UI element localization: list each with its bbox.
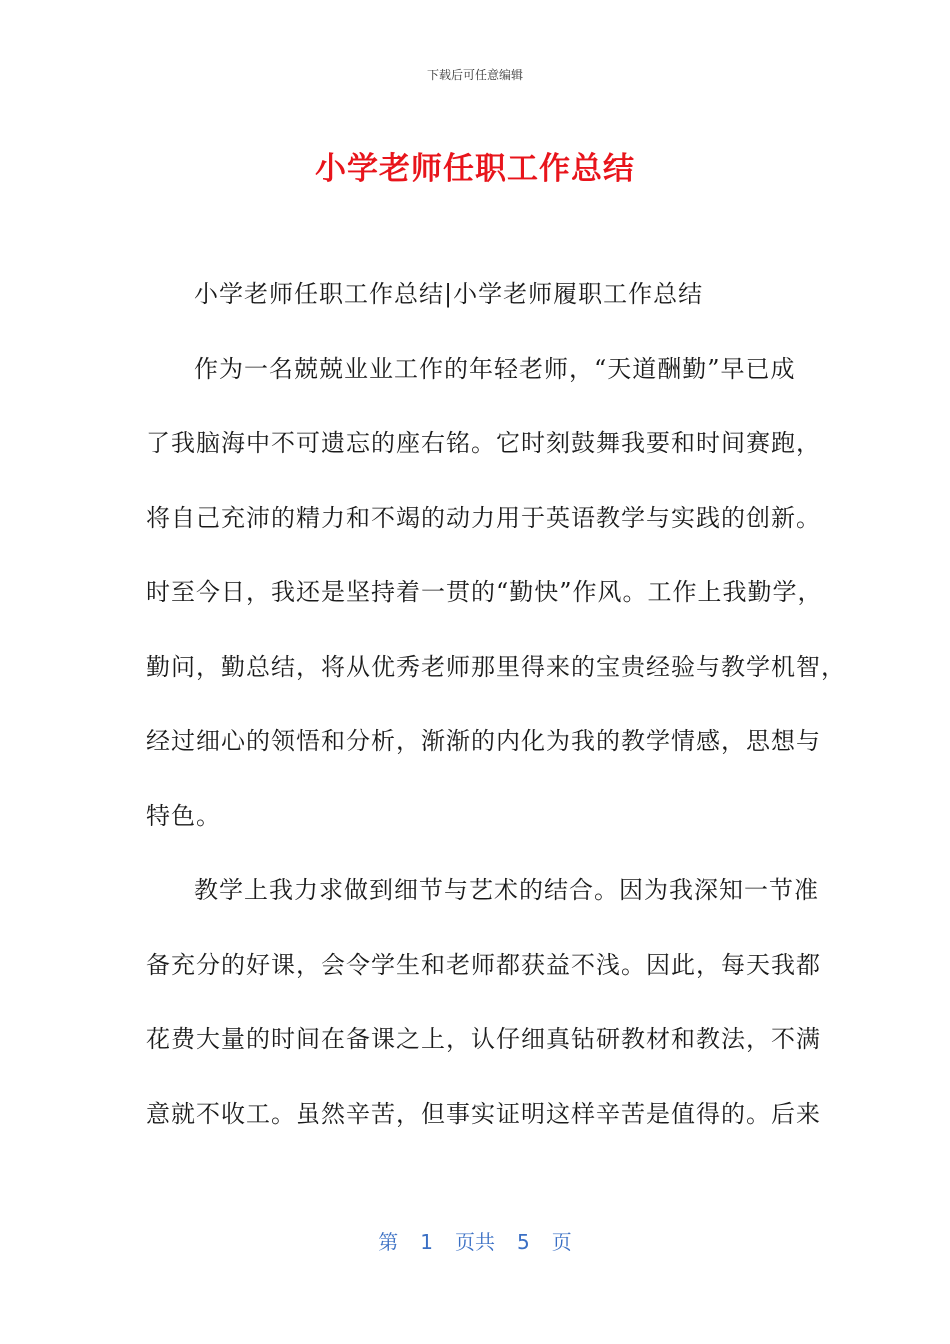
paragraph-line: 备充分的好课，会令学生和老师都获益不浅。因此，每天我都 (146, 951, 821, 979)
page-footer (0, 1226, 950, 1255)
paragraph-line: 了我脑海中不可遗忘的座右铭。它时刻鼓舞我要和时间赛跑， (146, 429, 821, 457)
page-label-prefix: 第 (378, 1230, 399, 1254)
paragraph-line: 特色。 (146, 802, 221, 830)
paragraph-line: 作为一名兢兢业业工作的年轻老师，“天道酬勤”早已成 (194, 355, 796, 383)
paragraph-line: 意就不收工。虽然辛苦，但事实证明这样辛苦是值得的。后来 (146, 1100, 821, 1128)
total-pages-number: 5 (517, 1230, 530, 1254)
paragraph-line: 花费大量的时间在备课之上，认仔细真钻研教材和教法，不满 (146, 1025, 821, 1053)
paragraph-line: 勤问，勤总结，将从优秀老师那里得来的宝贵经验与教学机智， (146, 653, 846, 681)
current-page-number: 1 (420, 1230, 433, 1254)
paragraph-line: 小学老师任职工作总结|小学老师履职工作总结 (194, 280, 704, 308)
page-label-mid: 页共 (455, 1230, 495, 1254)
document-title: 小学老师任职工作总结 (315, 151, 635, 187)
page-label-suffix: 页 (551, 1230, 572, 1254)
paragraph-line: 将自己充沛的精力和不竭的动力用于英语教学与实践的创新。 (146, 504, 821, 532)
paragraph-line: 教学上我力求做到细节与艺术的结合。因为我深知一节准 (194, 876, 819, 904)
header-note: 下载后可任意编辑 (426, 68, 523, 82)
paragraph-line: 时至今日，我还是坚持着一贯的“勤快”作风。工作上我勤学， (146, 578, 823, 606)
paragraph-line: 经过细心的领悟和分析，渐渐的内化为我的教学情感，思想与 (146, 727, 821, 755)
